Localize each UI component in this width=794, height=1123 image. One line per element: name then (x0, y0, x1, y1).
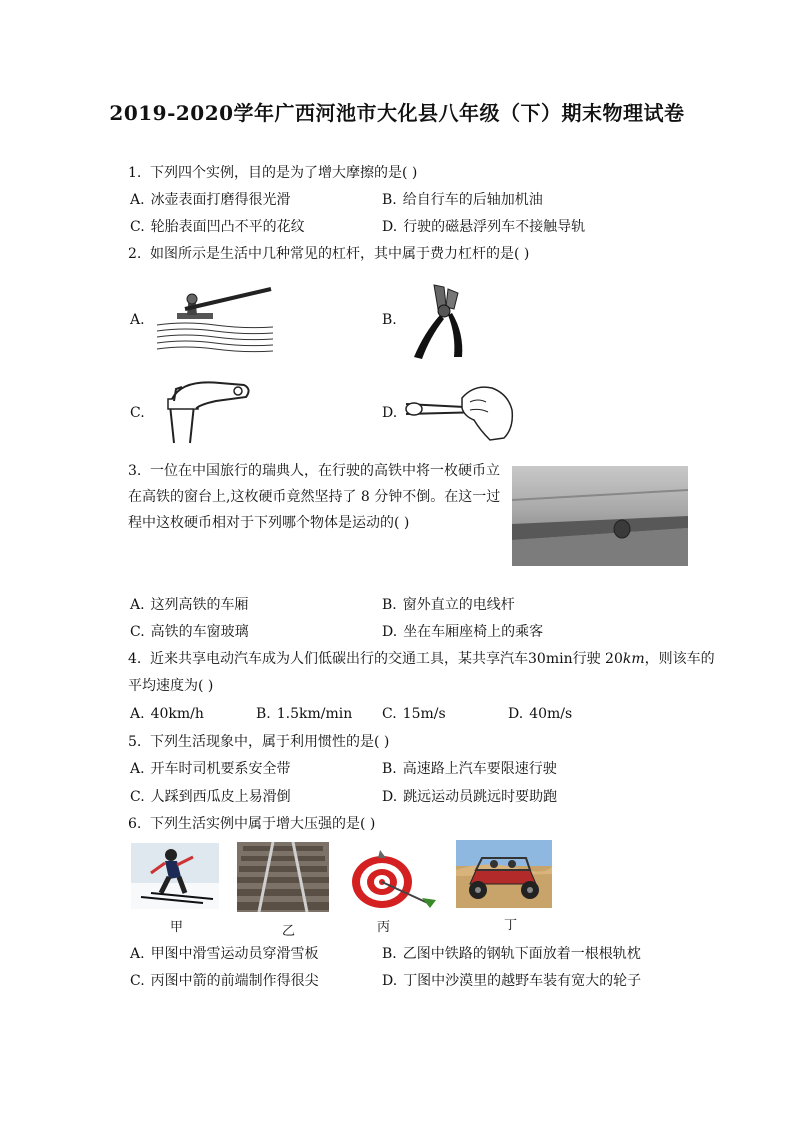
question-number: 4. (128, 651, 142, 667)
option-text: 高铁的车窗玻璃 (150, 624, 249, 640)
option-label: D. (382, 789, 398, 805)
option-label: B. (256, 706, 271, 722)
q2-option-a-label: A. (130, 312, 145, 328)
lever-bottle-opener-image (160, 375, 254, 445)
question-text: 下列四个实例，目的是为了增大摩擦的是( ) (150, 165, 418, 181)
q5-option-d (382, 788, 557, 806)
lever-pliers-image (404, 283, 468, 361)
option-label: D. (382, 219, 398, 235)
q4-option-c (382, 705, 446, 723)
option-text: 人踩到西瓜皮上易滑倒 (150, 789, 291, 805)
option-text: 甲图中滑雪运动员穿滑雪板 (150, 946, 319, 962)
option-label: A. (130, 192, 145, 208)
question-3-stem-line-2: 在高铁的窗台上,这枚硬币竟然坚持了 8 分钟不倒。在这一过 (128, 489, 501, 505)
q4-option-a (130, 705, 204, 723)
option-label: C. (130, 789, 145, 805)
option-label: D. (508, 706, 524, 722)
q3-option-b (382, 596, 515, 614)
question-text: 下列生活现象中，属于利用惯性的是( ) (150, 734, 390, 750)
q1-option-d (382, 218, 585, 236)
question-3-stem-line-3: 程中这枚硬币相对于下列哪个物体是运动的( ) (128, 515, 410, 531)
question-text: 如图所示是生活中几种常见的杠杆，其中属于费力杠杆的是( ) (150, 246, 530, 262)
question-3-stem-line-1 (128, 462, 500, 480)
caption-yi: 乙 (282, 924, 296, 939)
option-text: 高速路上汽车要限速行驶 (402, 761, 557, 777)
option-text: 丙图中箭的前端制作得很尖 (150, 973, 319, 989)
option-label: D. (382, 973, 398, 989)
option-text: 丁图中沙漠里的越野车装有宽大的轮子 (403, 973, 642, 989)
skier-photo (131, 843, 219, 909)
q4-option-b (256, 705, 352, 723)
train-window-coin-photo (512, 466, 688, 566)
q5-option-b (382, 760, 557, 778)
option-label: B. (382, 192, 397, 208)
lever-crowbar-image (155, 285, 275, 353)
q5-option-c (130, 788, 291, 806)
option-label: B. (382, 761, 397, 777)
option-label: B. (382, 946, 397, 962)
question-2-stem (128, 245, 529, 263)
unit-text: km (622, 651, 645, 667)
question-number: 1. (128, 165, 142, 181)
caption-ding: 丁 (504, 918, 518, 933)
option-label: C. (130, 624, 145, 640)
q1-option-b (382, 191, 543, 209)
option-text: 乙图中铁路的钢轨下面放着一根根轨枕 (402, 946, 641, 962)
option-label: D. (382, 624, 398, 640)
option-label: C. (382, 706, 397, 722)
option-label: A. (130, 706, 145, 722)
q1-option-a (130, 191, 291, 209)
q4-option-d (508, 705, 572, 723)
question-6-stem (128, 815, 375, 833)
question-number: 5. (128, 734, 142, 750)
q3-option-d (382, 623, 543, 641)
q5-option-a (130, 760, 291, 778)
option-text: 40km/h (150, 706, 204, 722)
option-text: 窗外直立的电线杆 (402, 597, 515, 613)
desert-buggy-photo (456, 840, 552, 908)
option-label: A. (130, 946, 145, 962)
question-1-stem (128, 164, 417, 182)
option-label: A. (130, 761, 145, 777)
q6-option-c (130, 972, 319, 990)
option-text: 这列高铁的车厢 (150, 597, 249, 613)
caption-jia: 甲 (170, 920, 184, 935)
question-number: 2. (128, 246, 142, 262)
option-text: 冰壶表面打磨得很光滑 (150, 192, 291, 208)
option-text: 给自行车的后轴加机油 (402, 192, 543, 208)
option-text: 开车时司机要系安全带 (150, 761, 291, 777)
question-number: 6. (128, 816, 142, 832)
option-label: B. (382, 597, 397, 613)
option-text: 15m/s (402, 706, 446, 722)
option-text: 轮胎表面凹凸不平的花纹 (150, 219, 305, 235)
q3-option-a (130, 596, 249, 614)
question-5-stem (128, 733, 389, 751)
question-text: 下列生活实例中属于增大压强的是( ) (150, 816, 376, 832)
q6-option-a (130, 945, 319, 963)
question-4-stem (128, 650, 715, 668)
question-text: 近来共享电动汽车成为人们低碳出行的交通工具，某共享汽车30min行驶 20 (150, 651, 623, 667)
q3-option-c (130, 623, 249, 641)
option-text: 1.5km/min (276, 706, 353, 722)
q2-option-b-label: B. (382, 312, 397, 328)
page-title: 2019-2020学年广西河池市大化县八年级（下）期末物理试卷 (109, 101, 685, 125)
q2-option-d-label: D. (382, 405, 398, 421)
option-text: 跳远运动员跳远时要助跑 (403, 789, 558, 805)
option-text: 行驶的磁悬浮列车不接触导轨 (403, 219, 586, 235)
q1-option-c (130, 218, 305, 236)
q6-option-b (382, 945, 641, 963)
question-text-continued: ，则该车的 (644, 651, 715, 667)
question-text: 一位在中国旅行的瑞典人，在行驶的高铁中将一枚硬币立 (150, 463, 500, 479)
caption-bing: 丙 (377, 920, 391, 935)
arrow-target-photo (346, 842, 438, 912)
option-label: C. (130, 973, 145, 989)
option-text: 40m/s (529, 706, 573, 722)
q6-option-d (382, 972, 641, 990)
option-label: A. (130, 597, 145, 613)
option-text: 坐在车厢座椅上的乘客 (403, 624, 544, 640)
question-number: 3. (128, 463, 142, 479)
q2-option-c-label: C. (130, 405, 145, 421)
question-4-stem-line-2: 平均速度为( ) (128, 678, 214, 694)
lever-tongs-image (404, 380, 518, 444)
railway-track-photo (237, 842, 329, 912)
option-label: C. (130, 219, 145, 235)
